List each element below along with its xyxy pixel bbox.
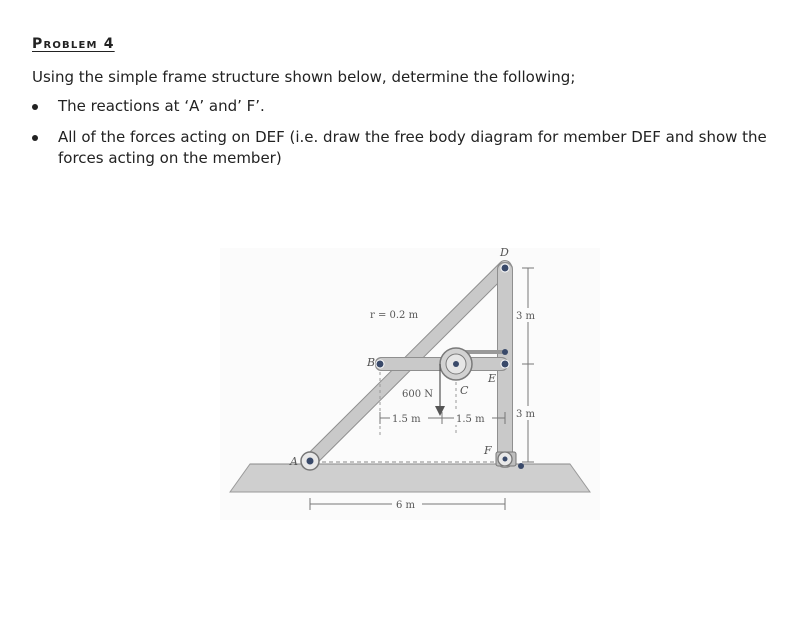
label-f: F <box>484 444 492 457</box>
task-list <box>28 96 788 179</box>
support-a-pin <box>307 458 314 465</box>
label-a: A <box>290 455 298 468</box>
pin-b <box>376 360 384 368</box>
frame-structure-figure <box>220 240 600 520</box>
task-text-forces-def: All of the forces acting on DEF (i.e. draw the free body diagram for member DEF and show the forces acting on the member) <box>58 128 767 167</box>
support-f-pin-right <box>518 463 524 469</box>
task-text-reactions: The reactions at ‘A’ and’ F’. <box>58 97 265 115</box>
pin-d <box>501 264 509 272</box>
problem-heading: Problem 4 <box>32 36 115 52</box>
label-top-height: 3 m <box>516 311 536 322</box>
label-base-span: 6 m <box>396 500 416 511</box>
support-f-pin <box>503 457 508 462</box>
label-span-right: 1.5 m <box>456 414 485 425</box>
label-b: B <box>367 356 376 369</box>
task-item-forces-def <box>28 127 788 169</box>
problem-intro: Using the simple frame structure shown below, determine the following; <box>32 68 576 86</box>
pin-e <box>501 360 509 368</box>
label-span-left: 1.5 m <box>392 414 421 425</box>
label-e: E <box>488 372 497 385</box>
ground-surface <box>230 464 590 492</box>
pulley-c-hub <box>453 361 459 367</box>
label-c: C <box>460 384 469 397</box>
label-bottom-height: 3 m <box>516 409 536 420</box>
bullet-icon <box>32 104 38 110</box>
label-radius: r = 0.2 m <box>370 310 419 321</box>
label-d: D <box>500 246 509 259</box>
bullet-icon <box>32 135 38 141</box>
pin-e-upper <box>502 349 508 355</box>
task-item-reactions <box>28 96 788 117</box>
label-load: 600 N <box>402 389 434 400</box>
